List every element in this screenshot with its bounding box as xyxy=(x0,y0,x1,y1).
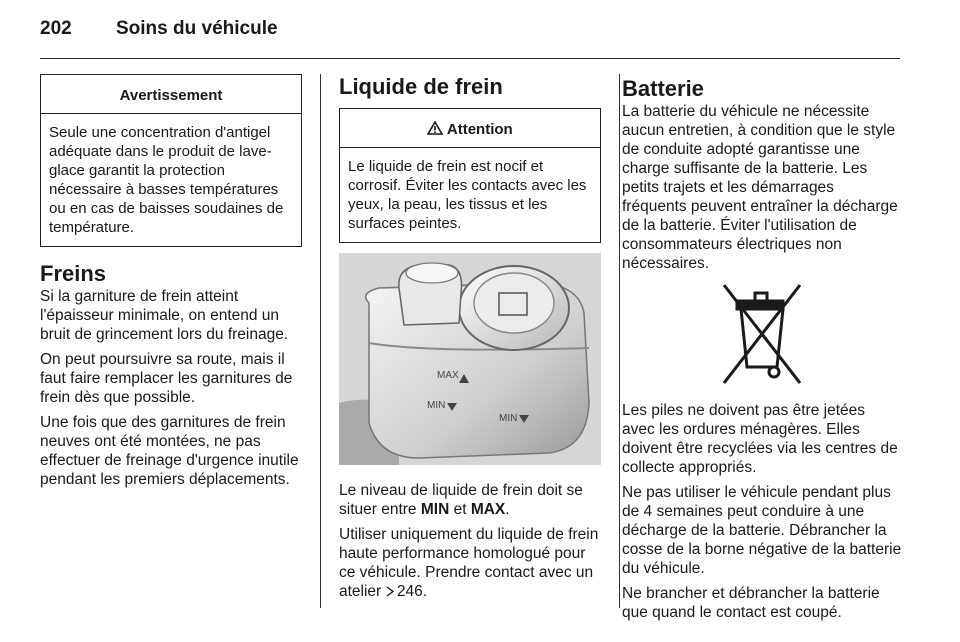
batterie-paragraph-1: La batterie du véhicule ne nécessite aucun entretien, à condition que le style de conduite adopté garantisse une charge suffisante de la batterie. Les petits trajets et les démarrages fréquents peuvent entraîner la décharge de la batterie. Éviter l'utilisation de consommateurs électriques non nécessaires. xyxy=(622,103,898,272)
freins-paragraph-1: Si la garniture de frein atteint l'épaisseur minimale, on entend un bruit de grincement lors du freinage. xyxy=(40,288,289,343)
crossed-bin-icon-wrap xyxy=(622,281,902,389)
attention-title: Attention xyxy=(446,121,513,138)
freins-paragraph-2: On peut poursuivre sa route, mais il faut faire remplacer les garnitures de frein dès que possible. xyxy=(40,351,293,406)
freins-paragraph-3: Une fois que des garnitures de frein neuves ont été montées, ne pas effectuer de freinage d'urgence inutile pendant les premiers déplacements. xyxy=(40,414,299,488)
page-reference-icon xyxy=(386,585,397,599)
max-mark-label: MAX xyxy=(437,370,459,381)
column-divider-2 xyxy=(619,74,620,608)
attention-text: Le liquide de frein est nocif et corrosif. Éviter les contacts avec les yeux, la peau, les tissus et les surfaces peintes. xyxy=(348,158,587,232)
section-heading-freins: Freins xyxy=(40,261,107,286)
page-reference[interactable]: 246. xyxy=(396,583,428,600)
batterie-paragraph-4: Ne brancher et débrancher la batterie que quand le contact est coupé. xyxy=(622,585,880,621)
min-label: MIN xyxy=(420,501,450,518)
page-header xyxy=(40,18,278,48)
min-mark-label-left: MIN xyxy=(427,400,446,411)
batterie-paragraph-2: Les piles ne doivent pas être jetées avec les ordures ménagères. Elles doivent être recyclées via les centres de collecte appropriés. xyxy=(622,402,898,476)
column-divider-1 xyxy=(320,74,321,608)
chapter-title: Soins du véhicule xyxy=(116,18,278,39)
section-heading-batterie: Batterie xyxy=(622,76,704,101)
attention-box xyxy=(339,108,601,243)
warning-box xyxy=(40,74,302,247)
batterie-paragraph-3: Ne pas utiliser le véhicule pendant plus de 4 semaines peut conduire à une décharge de la batterie. Débrancher la cosse de la borne négative de la batterie du véhicule. xyxy=(622,484,902,577)
column-middle xyxy=(339,74,601,608)
attention-header xyxy=(340,109,600,148)
fluid-type-paragraph: Utiliser uniquement du liquide de frein haute performance homologué pour ce véhicule. Prendre contact avec un atelier 246. xyxy=(339,526,599,600)
warning-text: Seule une concentration d'antigel adéquate dans le produit de lave-glace garantit la protection nécessaire à basses températures ou en cas de baisses soudaines de température. xyxy=(49,124,284,236)
min-mark-label-right: MIN xyxy=(499,413,518,424)
warning-triangle-icon xyxy=(427,121,447,138)
warning-title: Avertissement xyxy=(41,75,301,114)
header-divider xyxy=(40,58,900,59)
max-label: MAX xyxy=(470,501,506,518)
column-left xyxy=(40,74,302,495)
crossed-out-wheelie-bin-icon xyxy=(721,281,803,387)
page-number: 202 xyxy=(40,18,72,39)
brake-fluid-reservoir-photo xyxy=(339,253,601,465)
column-right xyxy=(622,74,902,628)
fluid-level-paragraph: Le niveau de liquide de frein doit se situer entre MIN et MAX. xyxy=(339,482,583,518)
section-heading-liquide: Liquide de frein xyxy=(339,74,503,99)
